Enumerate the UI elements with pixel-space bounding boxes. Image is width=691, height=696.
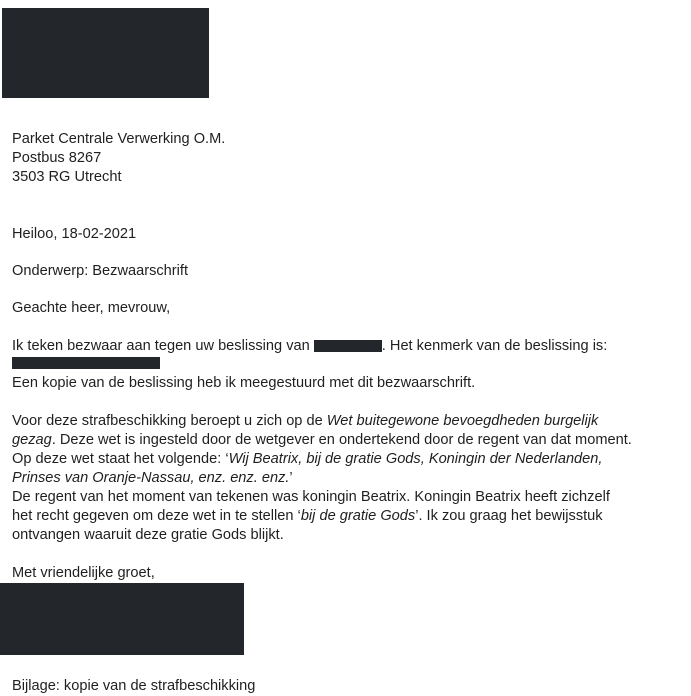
paragraph2-line7: ontvangen waaruit deze gratie Gods blijkt. [12, 527, 284, 543]
paragraph2-line2 [12, 431, 632, 450]
address-line-3: 3503 RG Utrecht [12, 169, 122, 185]
p2-l4-italic: Prinses van Oranje-Nassau, enz. enz. enz. [12, 470, 290, 486]
redacted-decision-date [314, 340, 382, 352]
p2-l2-italic: gezag [12, 432, 52, 448]
paragraph2-line6 [12, 507, 603, 526]
p2-l2-plain: . Deze wet is ingesteld door de wetgever en ondertekend door de regent van dat moment. [51, 432, 632, 448]
p2-l3-italic: Wij Beatrix, bij de gratie Gods, Koningin der Nederlanden, [228, 451, 603, 467]
attachment-note: Bijlage: kopie van de strafbeschikking [12, 678, 256, 694]
paragraph2-line1 [12, 412, 598, 431]
address-line-1: Parket Centrale Verwerking O.M. [12, 131, 226, 147]
p2-l6-plain: het recht gegeven om deze wet in te stellen ‘ [12, 508, 301, 524]
subject-line: Onderwerp: Bezwaarschrift [12, 263, 189, 279]
p2-l6-plain2: ’. Ik zou graag het bewijsstuk [415, 508, 603, 524]
paragraph2-line4 [12, 469, 293, 488]
p2-l1-italic: Wet buitegewone bevoegdheden burgelijk [326, 413, 599, 429]
paragraph1-text-after: . Het kenmerk van de beslissing is: [381, 338, 608, 354]
closing: Met vriendelijke groet, [12, 565, 155, 581]
p2-l6-italic: bij de gratie Gods [300, 508, 416, 524]
redacted-sender-block [2, 8, 209, 98]
paragraph1-line3: Een kopie van de beslissing heb ik meegestuurd met dit bezwaarschrift. [12, 375, 476, 391]
paragraph1-line1 [12, 337, 607, 356]
redacted-reference-number [12, 357, 160, 369]
p2-l3-plain: Op deze wet staat het volgende: ‘ [12, 451, 229, 467]
p2-l4-plain: ’ [289, 470, 293, 486]
salutation: Geachte heer, mevrouw, [12, 300, 171, 316]
p2-l1-plain: Voor deze strafbeschikking beroept u zich op de [12, 413, 327, 429]
place-date: Heiloo, 18-02-2021 [12, 226, 137, 242]
paragraph2-line3 [12, 450, 602, 469]
paragraph2-line5: De regent van het moment van tekenen was koningin Beatrix. Koningin Beatrix heeft zichzelf [12, 489, 610, 505]
address-line-2: Postbus 8267 [12, 150, 102, 166]
paragraph1-text-before: Ik teken bezwaar aan tegen uw beslissing van [12, 338, 310, 354]
redacted-signature-block [0, 583, 244, 655]
